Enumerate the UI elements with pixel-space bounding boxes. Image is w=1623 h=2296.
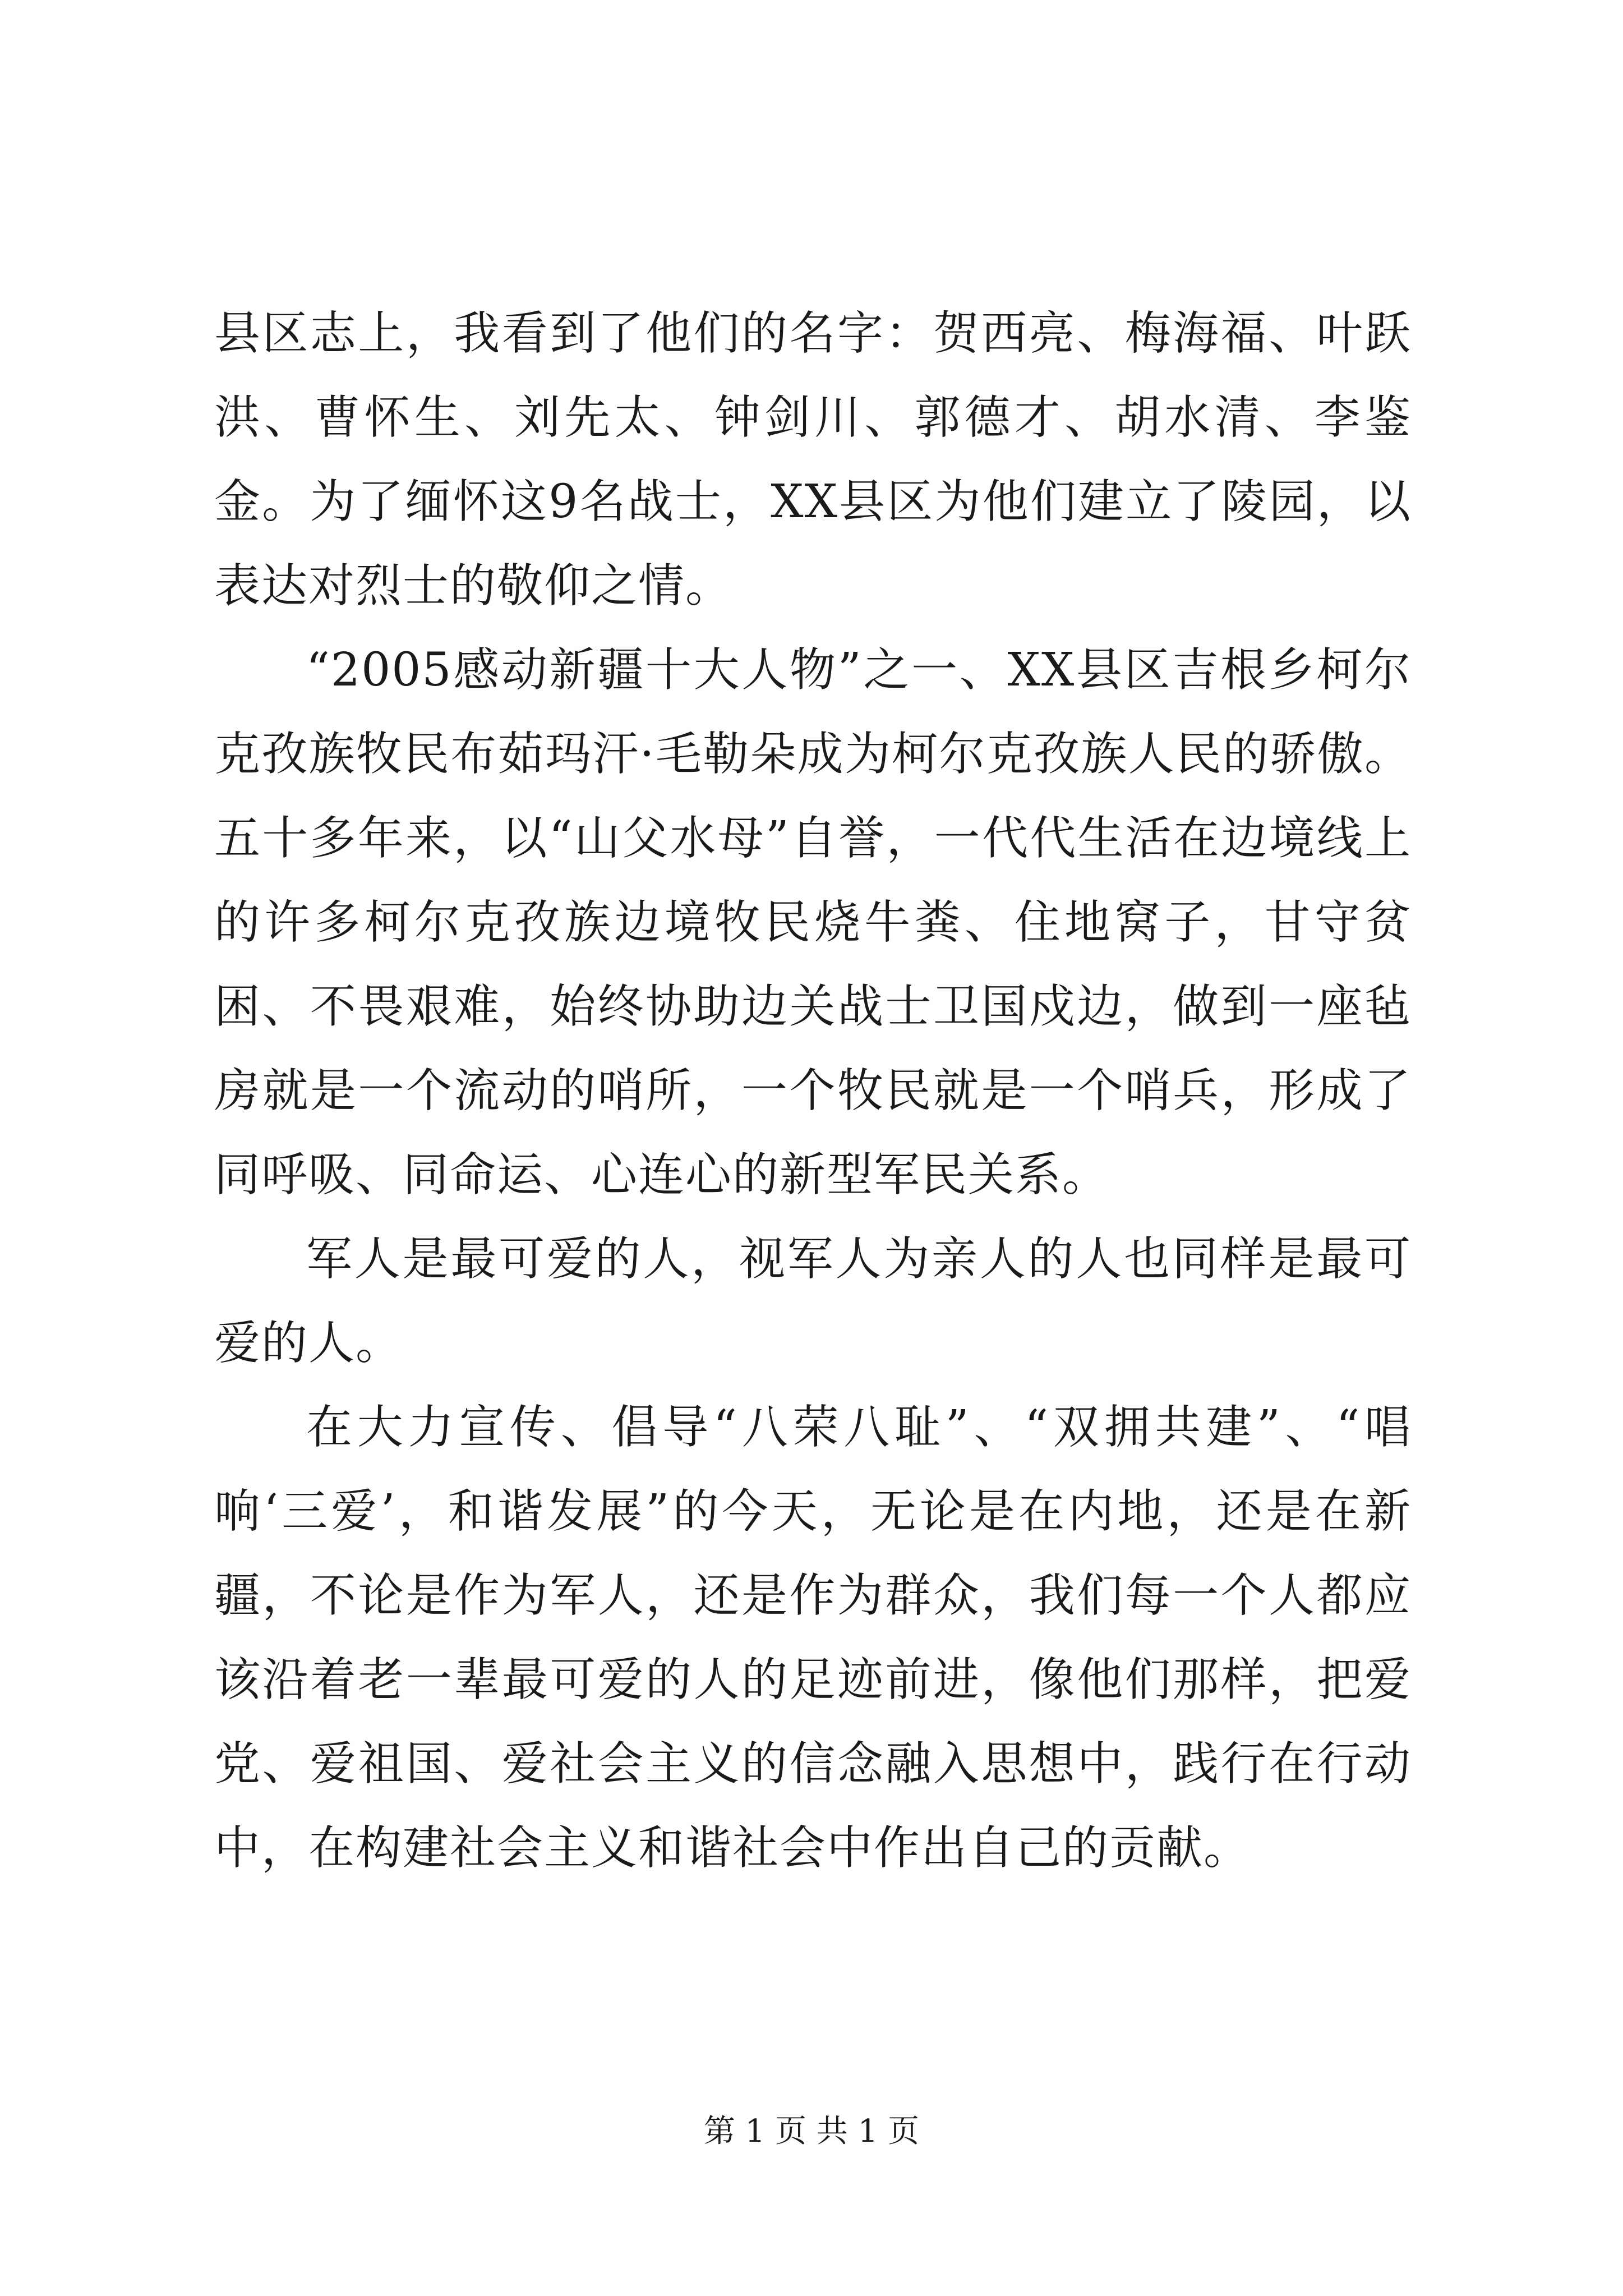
paragraph: 军人是最可爱的人，视军人为亲人的人也同样是最可爱的人。 — [214, 1232, 1412, 1370]
page-footer: 第 1 页 共 1 页 — [703, 2113, 920, 2150]
document-body — [214, 292, 1412, 1890]
paragraph-continued: 县区志上，我看到了他们的名字：贺西亮、梅海福、叶跃洪、曹怀生、刘先太、钟剑川、郭德才、胡水清、李鉴金。为了缅怀这9名战士，XX县区为他们建立了陵园，以表达对烈士的敬仰之情。 — [214, 307, 1412, 613]
paragraph: “2005感动新疆十大人物”之一、XX县区吉根乡柯尔克孜族牧民布茹玛汗·毛勒朵成为柯尔克孜族人民的骄傲。五十多年来，以“山父水母”自誉，一代代生活在边境线上的许多柯尔克孜族边境牧民烧牛粪、住地窝子，甘守贫困、不畏艰难，始终协助边关战士卫国戍边，做到一座毡房就是一个流动的哨所，一个牧民就是一个哨兵，形成了同呼吸、同命运、心连心的新型军民关系。 — [214, 643, 1412, 1202]
paragraph: 在大力宣传、倡导“八荣八耻”、“双拥共建”、“唱响‘三爱’，和谐发展”的今天，无论是在内地，还是在新疆，不论是作为军人，还是作为群众，我们每一个人都应该沿着老一辈最可爱的人的足迹前进，像他们那样，把爱党、爱祖国、爱社会主义的信念融入思想中，践行在行动中，在构建社会主义和谐社会中作出自己的贡献。 — [214, 1401, 1412, 1875]
